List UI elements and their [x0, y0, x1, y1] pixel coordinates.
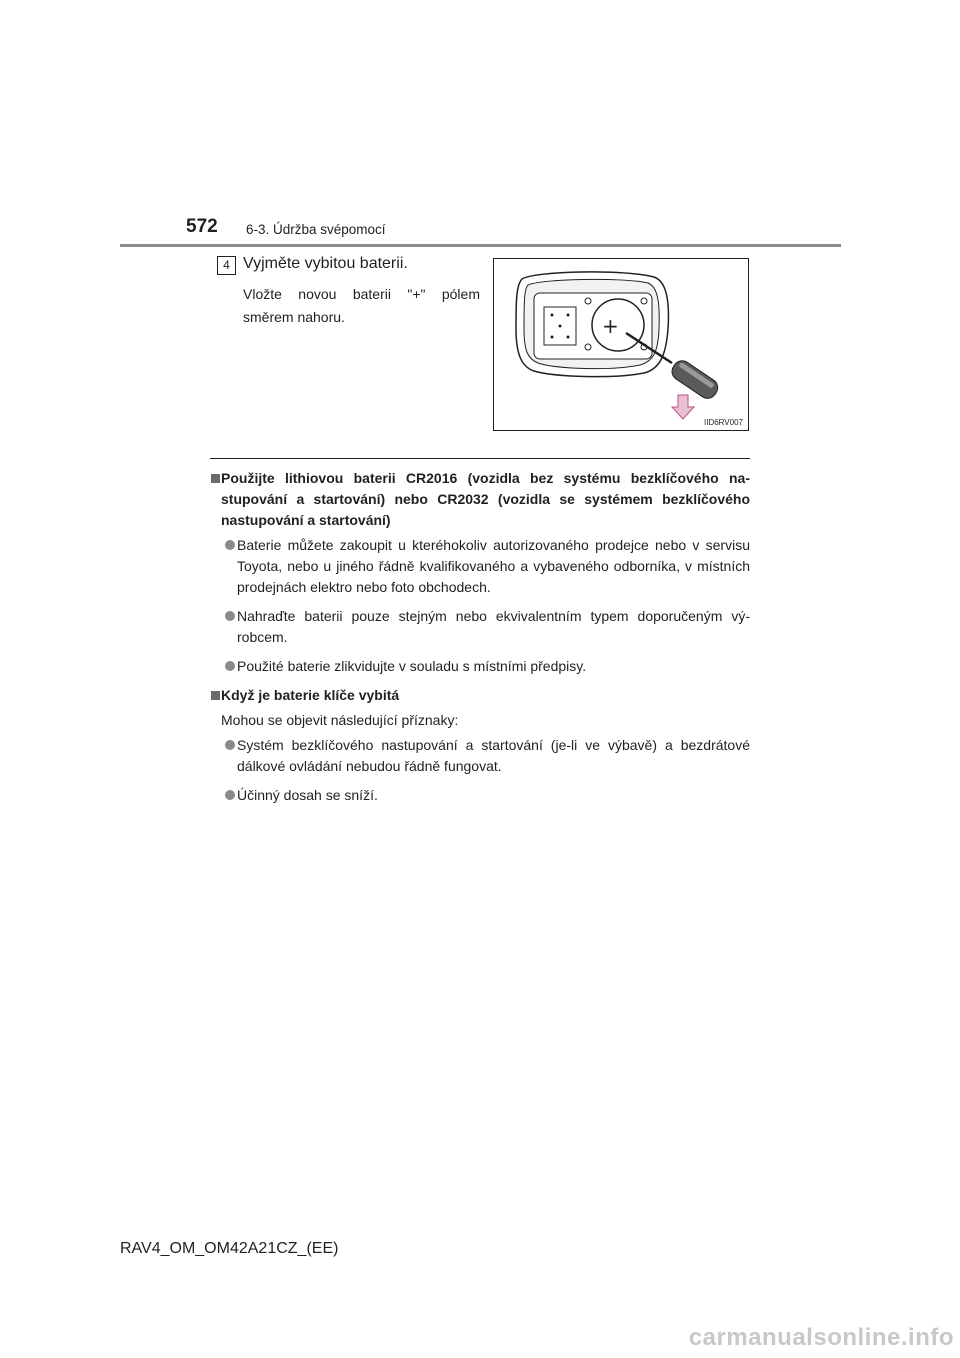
- header-divider: [120, 244, 841, 247]
- bullet-icon: [225, 790, 235, 800]
- section-square-icon: [211, 691, 220, 700]
- key-fob-illustration: [494, 259, 748, 430]
- list-item: Účinný dosah se sníží.: [211, 785, 750, 806]
- bullet-icon: [225, 611, 235, 621]
- svg-text:+: +: [602, 314, 619, 338]
- step-number-badge: 4: [217, 256, 236, 275]
- notes-section: [211, 468, 750, 814]
- watermark: carmanualsonline.info: [688, 1324, 954, 1351]
- section-title: 6-3. Údržba svépomocí: [246, 222, 386, 237]
- page-number: 572: [186, 216, 218, 237]
- note-heading-battery-low: Když je baterie klíče vybitá: [211, 685, 750, 706]
- bullet-icon: [225, 740, 235, 750]
- battery-replacement-figure: [493, 258, 749, 431]
- list-item: Nahraďte baterii pouze stejným nebo ekvivalentním typem doporučeným výrobcem.: [211, 606, 750, 648]
- list-item: Baterie můžete zakoupit u kteréhokoliv autorizovaného prodejce nebo v servisu Toyota, nebo u jiného řádně kvalifikovaného a vybaveného odborníka, v místních prodejnách elektro nebo foto obchodech.: [211, 535, 750, 598]
- figure-code: IID6RV007: [704, 418, 743, 427]
- notes-divider: [210, 458, 750, 459]
- note-heading-battery-type: Použijte lithiovou baterii CR2016 (vozidla bez systému bezklíčového nastupování a startování) nebo CR2032 (vozidla se systémem bezklíčového nastupování a startování): [211, 468, 750, 531]
- document-code: RAV4_OM_OM42A21CZ_(EE): [120, 1240, 339, 1257]
- list-item: Použité baterie zlikvidujte v souladu s místními předpisy.: [211, 656, 750, 677]
- note-intro: Mohou se objevit následující příznaky:: [221, 712, 459, 728]
- down-arrow-icon: [672, 395, 694, 419]
- bullet-icon: [225, 661, 235, 671]
- step-description: Vložte novou baterii "+" pólem směrem nahoru.: [243, 286, 480, 325]
- list-item: Systém bezklíčového nastupování a startování (je-li ve výbavě) a bezdrátové dálkové ovládání nebudou řádně fungovat.: [211, 735, 750, 777]
- section-square-icon: [211, 474, 220, 483]
- step-title: Vyjměte vybitou baterii.: [243, 255, 408, 272]
- bullet-icon: [225, 540, 235, 550]
- screwdriver-handle: [669, 357, 722, 402]
